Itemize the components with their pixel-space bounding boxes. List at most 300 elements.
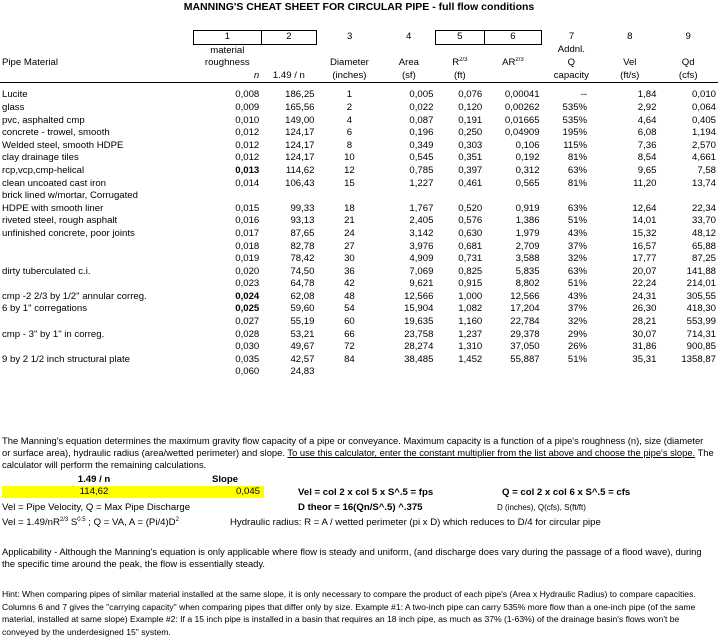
cell-velocity: 24,31 — [632, 290, 657, 302]
cell-area: 0,196 — [409, 127, 434, 139]
cell-roughness: 0,017 — [235, 227, 260, 239]
vel-q-definition: Vel = Pipe Velocity, Q = Max Pipe Discharge — [2, 502, 191, 513]
cell-roughness: 0,060 — [235, 366, 260, 378]
header-roughness: roughness — [204, 57, 250, 69]
cell-velocity: 7,36 — [637, 139, 657, 151]
cell-ar23: 17,204 — [510, 303, 540, 315]
table-row — [0, 291, 718, 304]
cell-roughness: 0,014 — [235, 177, 260, 189]
cell-r23: 1,160 — [458, 316, 483, 328]
cell-ar23: 8,802 — [515, 278, 540, 290]
col-number: 1 — [193, 31, 261, 45]
header-ar23: $AR^{2/3}$ — [502, 57, 524, 69]
cell-ar23: 3,588 — [515, 253, 540, 265]
cell-inverse-n: 55,19 — [290, 316, 315, 328]
cell-material: concrete - trowel, smooth — [2, 127, 110, 139]
d-theor-formula: D theor = 16(Qn/S^.5) ^.375 — [298, 502, 423, 513]
cell-q-capacity: 535% — [562, 114, 588, 126]
table-row — [0, 115, 718, 128]
header-row-3 — [0, 70, 718, 83]
cell-velocity: 2,92 — [637, 101, 657, 113]
cell-roughness: 0,028 — [235, 328, 260, 340]
cell-r23: 0,681 — [458, 240, 483, 252]
cell-inverse-n: 106,43 — [285, 177, 315, 189]
table-row — [0, 341, 718, 354]
cell-diameter: 4 — [346, 114, 353, 126]
hint-paragraph: Hint: When comparing pipes of similar material installed at the same slope, it is only necessary to compare the product of each pipe's (Area x Hydraulic Radius) to compare capacities. Columns 6 and 7 gives the "carrying capacity" when comparing pipes that differ only by size. Example #1: A two-inch pipe can carry 535% more flow than a one-inch pipe (of the same material, installed at same slope) Example #2: If a 15 inch pipe is installed in a basin that requires an 18 inch pipe, as much as 37% (1-63%) of the drainage basin's flows won't be conveyed by the underdesigned 15" system. — [2, 589, 696, 637]
header-material: material — [210, 44, 245, 56]
cell-discharge: 305,55 — [686, 290, 716, 302]
cell-discharge: 418,30 — [686, 303, 716, 315]
cell-velocity: 35,31 — [632, 353, 657, 365]
cell-velocity: 12,64 — [632, 202, 657, 214]
table-row — [0, 102, 718, 115]
cell-r23: 0,303 — [458, 139, 483, 151]
cell-material: Welded steel, smooth HDPE — [2, 139, 124, 151]
cell-q-capacity: 43% — [567, 227, 588, 239]
cell-r23: 0,120 — [458, 101, 483, 113]
cell-material: riveted steel, rough asphalt — [2, 215, 118, 227]
cell-velocity: 16,57 — [632, 240, 657, 252]
cell-q-capacity: 32% — [567, 316, 588, 328]
cell-r23: 0,731 — [458, 253, 483, 265]
cell-discharge: 0,405 — [691, 114, 716, 126]
cell-ar23: 5,835 — [515, 265, 540, 277]
calc-label-inv: 1.49 / n — [77, 474, 111, 485]
cell-material — [0, 253, 193, 266]
cell-roughness: 0,018 — [235, 240, 260, 252]
cell-r23: 0,397 — [458, 164, 483, 176]
cell-velocity: 6,08 — [637, 127, 657, 139]
cell-roughness: 0,035 — [235, 353, 260, 365]
cell-r23 — [435, 190, 484, 203]
cell-roughness: 0,030 — [235, 341, 260, 353]
cell-q-capacity: 63% — [567, 164, 588, 176]
cell-velocity: 8,54 — [637, 152, 657, 164]
cell-discharge: 22,34 — [691, 202, 716, 214]
header-capacity: capacity — [553, 69, 589, 81]
table-row — [0, 366, 718, 379]
table-row — [0, 203, 718, 216]
cell-roughness: 0,027 — [235, 316, 260, 328]
cell-velocity — [601, 190, 658, 203]
cell-q-capacity: 63% — [567, 202, 588, 214]
cell-r23: 0,520 — [458, 202, 483, 214]
cell-q-capacity: 43% — [567, 290, 588, 302]
cell-discharge: 1,194 — [691, 127, 716, 139]
cell-ar23: 0,192 — [515, 152, 540, 164]
header-vel: Vel — [623, 57, 637, 69]
cell-ar23 — [484, 366, 541, 379]
cell-material — [0, 278, 193, 291]
cell-discharge: 7,58 — [697, 164, 716, 176]
cell-roughness: 0,024 — [235, 290, 260, 302]
cell-material — [0, 341, 193, 354]
table-row — [0, 329, 718, 342]
col-number: 6 — [484, 31, 541, 45]
cell-inverse-n: 24,83 — [290, 366, 315, 378]
applicability-paragraph: Applicability - Although the Manning's equation is only applicable where flow is steady and uniform, (and discharge does vary during the passage of a flood wave), during the specific time around the peak, the flow is essentially steady. — [2, 546, 702, 570]
cell-area: 2,405 — [409, 215, 434, 227]
cell-diameter: 84 — [344, 353, 355, 365]
cell-inverse-n: 64,78 — [290, 278, 315, 290]
cell-inverse-n: 53,21 — [290, 328, 315, 340]
header-sf: (sf) — [401, 69, 416, 81]
cell-ar23: 0,01665 — [504, 114, 540, 126]
cell-discharge: 0,064 — [691, 101, 716, 113]
header-row-1 — [0, 44, 718, 57]
table-row — [0, 278, 718, 291]
q-formula: Q = col 2 x col 6 x S^.5 = cfs — [502, 487, 631, 498]
cell-material: 9 by 2 1/2 inch structural plate — [2, 353, 130, 365]
cell-roughness: 0,010 — [235, 114, 260, 126]
cell-inverse-n: 82,78 — [290, 240, 315, 252]
cell-area: 7,069 — [409, 265, 434, 277]
cell-diameter: 30 — [344, 253, 355, 265]
table-row — [0, 241, 718, 254]
cell-roughness: 0,023 — [235, 278, 260, 290]
cell-discharge: 65,88 — [691, 240, 716, 252]
cell-r23 — [435, 366, 484, 379]
cell-discharge: 141,88 — [686, 265, 716, 277]
cell-q-capacity: 51% — [567, 278, 588, 290]
header-ft: (ft) — [453, 69, 466, 81]
cell-ar23: 29,378 — [510, 328, 540, 340]
table-row — [0, 303, 718, 316]
cell-inverse-n: 186,25 — [285, 89, 315, 101]
cell-q-capacity: 535% — [562, 101, 588, 113]
cell-roughness: 0,025 — [235, 303, 260, 315]
table-row — [0, 215, 718, 228]
cell-area: 0,785 — [409, 164, 434, 176]
cell-r23: 0,461 — [458, 177, 483, 189]
cell-q-capacity: 195% — [562, 127, 588, 139]
cell-r23: 0,825 — [458, 265, 483, 277]
cell-q-capacity: 63% — [567, 265, 588, 277]
cell-discharge: 4,661 — [691, 152, 716, 164]
cell-area: 28,274 — [404, 341, 434, 353]
cell-r23: 1,082 — [458, 303, 483, 315]
cell-diameter: 18 — [344, 202, 355, 214]
header-diameter: Diameter — [329, 57, 369, 69]
cell-ar23: 55,887 — [510, 353, 540, 365]
cell-ar23: 0,00262 — [504, 101, 540, 113]
header-pipe-material: Pipe Material — [2, 57, 58, 69]
cell-discharge: 87,25 — [691, 253, 716, 265]
cell-roughness: 0,016 — [235, 215, 260, 227]
cell-inverse-n — [261, 190, 316, 203]
cell-material: glass — [2, 101, 25, 113]
cell-area: 3,976 — [409, 240, 434, 252]
col-number: 7 — [568, 31, 575, 42]
header-n: n — [253, 69, 260, 81]
cell-area: 1,227 — [409, 177, 434, 189]
cell-ar23: 0,106 — [515, 139, 540, 151]
header-fts: (ft/s) — [620, 69, 640, 81]
cell-area: 3,142 — [409, 227, 434, 239]
header-q: Q — [567, 57, 576, 69]
cell-material: HDPE with smooth liner — [2, 202, 104, 214]
cell-area — [382, 366, 435, 379]
cell-inverse-n: 114,62 — [285, 164, 315, 176]
cell-inverse-n: 124,17 — [285, 127, 315, 139]
cell-q-capacity — [542, 366, 601, 379]
cell-r23: 0,250 — [458, 127, 483, 139]
col-number: 9 — [685, 31, 691, 42]
cell-discharge: 214,01 — [686, 278, 716, 290]
cell-inverse-n: 124,17 — [285, 152, 315, 164]
cell-q-capacity: 29% — [567, 328, 588, 340]
cell-discharge — [658, 190, 718, 203]
cell-diameter — [316, 366, 382, 379]
cell-material: Lucite — [2, 89, 28, 101]
header-r23: $R^{2/3}$ — [452, 57, 468, 69]
cell-inverse-n: 62,08 — [290, 290, 315, 302]
vel-equation: Vel = $1.49/nR^{2/3}$ $S^{0.5}$ ; Q = VA, $A = (Pi/4)D^2$ — [2, 517, 179, 528]
cell-roughness: 0,019 — [235, 253, 260, 265]
table-row — [0, 253, 718, 266]
vel-formula: Vel = col 2 x col 5 x S^.5 = fps — [298, 487, 434, 498]
cell-velocity: 22,24 — [632, 278, 657, 290]
cell-q-capacity: 51% — [567, 215, 588, 227]
cell-area: 0,545 — [409, 152, 434, 164]
cell-roughness — [193, 190, 261, 203]
cell-roughness: 0,012 — [235, 127, 260, 139]
cell-velocity: 1,84 — [637, 89, 657, 101]
cell-area: 15,904 — [404, 303, 434, 315]
cell-material: pvc, asphalted cmp — [2, 114, 85, 126]
cell-roughness: 0,020 — [235, 265, 260, 277]
cell-diameter: 42 — [344, 278, 355, 290]
cell-diameter: 48 — [344, 290, 355, 302]
cell-roughness: 0,013 — [235, 164, 260, 176]
cell-material — [0, 366, 193, 379]
cell-area: 0,022 — [409, 101, 434, 113]
page-title: MANNING'S CHEAT SHEET FOR CIRCULAR PIPE - full flow conditions — [183, 1, 535, 13]
cell-velocity: 20,07 — [632, 265, 657, 277]
cell-discharge: 0,010 — [691, 89, 716, 101]
cell-material: rcp,vcp,cmp-helical — [2, 164, 85, 176]
cell-inverse-n: 165,56 — [285, 101, 315, 113]
cell-discharge: 714,31 — [686, 328, 716, 340]
table-row — [0, 190, 718, 203]
cell-ar23: 22,784 — [510, 316, 540, 328]
cell-discharge: 33,70 — [691, 215, 716, 227]
cell-r23: 0,915 — [458, 278, 483, 290]
cell-r23: 0,630 — [458, 227, 483, 239]
cell-q-capacity: 51% — [567, 353, 588, 365]
table-row — [0, 266, 718, 279]
cell-inverse-n: 149,00 — [285, 114, 315, 126]
cell-discharge — [658, 366, 718, 379]
cell-r23: 0,076 — [458, 89, 483, 101]
cell-velocity: 11,20 — [633, 177, 657, 189]
cell-q-capacity: 37% — [567, 240, 588, 252]
cell-diameter — [316, 190, 382, 203]
cell-velocity — [601, 366, 658, 379]
cell-q-capacity: 81% — [567, 152, 588, 164]
cell-velocity: 28,21 — [632, 316, 657, 328]
cell-ar23: 12,566 — [510, 290, 540, 302]
cell-r23: 1,310 — [458, 341, 483, 353]
cell-ar23: 0,312 — [515, 164, 540, 176]
cell-ar23: 37,050 — [510, 341, 540, 353]
table-row — [0, 316, 718, 329]
cell-inverse-n: 124,17 — [285, 139, 315, 151]
cell-q-capacity: 37% — [567, 303, 588, 315]
cell-diameter: 8 — [346, 139, 353, 151]
table-row — [0, 127, 718, 140]
header-qd: Qd — [681, 57, 695, 69]
d-units: D (inches), Q(cfs), S(ft/ft) — [497, 503, 586, 512]
cell-area: 0,005 — [409, 89, 434, 101]
cell-ar23: 2,709 — [515, 240, 540, 252]
cell-area: 0,349 — [409, 139, 434, 151]
calculator — [2, 474, 264, 498]
cell-material: brick lined w/mortar, Corrugated — [2, 190, 138, 202]
cell-material: unfinished concrete, poor joints — [2, 227, 135, 239]
header-addnl: Addnl. — [557, 44, 585, 56]
cell-diameter: 54 — [344, 303, 355, 315]
cell-velocity: 15,32 — [632, 227, 657, 239]
cell-diameter: 72 — [344, 341, 355, 353]
cell-discharge: 900,85 — [686, 341, 716, 353]
cell-diameter: 1 — [346, 89, 353, 101]
col-number: 4 — [405, 31, 412, 42]
cell-r23: 0,576 — [458, 215, 483, 227]
pipe-table — [0, 30, 718, 379]
table-row — [0, 354, 718, 367]
calc-label-slope: Slope — [211, 474, 239, 485]
cell-material: cmp -2 2/3 by 1/2" annular correg. — [2, 290, 147, 302]
cell-area: 23,758 — [404, 328, 434, 340]
cell-r23: 0,191 — [458, 114, 483, 126]
cell-diameter: 60 — [344, 316, 355, 328]
cell-ar23: 1,979 — [515, 227, 540, 239]
cell-area: 12,566 — [404, 290, 434, 302]
table-row — [0, 152, 718, 165]
cell-q-capacity: 115% — [563, 139, 588, 151]
cell-area: 19,635 — [404, 316, 434, 328]
cell-ar23: 0,919 — [515, 202, 540, 214]
cell-q-capacity — [542, 190, 601, 203]
cell-discharge: 1358,87 — [681, 353, 716, 365]
cell-inverse-n: 42,57 — [290, 353, 315, 365]
cell-diameter: 2 — [346, 101, 353, 113]
cell-diameter: 24 — [344, 227, 355, 239]
cell-r23: 0,351 — [458, 152, 483, 164]
cell-q-capacity: 81% — [567, 177, 588, 189]
table-row — [0, 140, 718, 153]
cell-ar23: 0,565 — [515, 177, 540, 189]
cell-diameter: 27 — [344, 240, 355, 252]
cell-ar23 — [484, 190, 541, 203]
cell-diameter: 6 — [346, 127, 353, 139]
cell-diameter: 21 — [344, 215, 355, 227]
table-row — [0, 178, 718, 191]
col-number: 8 — [627, 31, 633, 42]
header-cfs: (cfs) — [678, 69, 698, 81]
col-number: 2 — [261, 31, 316, 45]
header-row-2 — [0, 57, 718, 70]
cell-velocity: 4,64 — [637, 114, 657, 126]
cell-q-capacity: 26% — [567, 341, 588, 353]
cell-velocity: 14,01 — [632, 215, 657, 227]
column-number-row — [0, 31, 718, 45]
cell-discharge: 13,74 — [691, 177, 716, 189]
cell-inverse-n: 87,65 — [290, 227, 315, 239]
table-row — [0, 228, 718, 241]
cell-material: clay drainage tiles — [2, 152, 79, 164]
cell-r23: 1,000 — [458, 290, 483, 302]
cell-ar23: 0,04909 — [504, 127, 540, 139]
cell-material — [0, 316, 193, 329]
description-paragraph: The Manning's equation determines the maximum gravity flow capacity of a pipe or conveyance. Maximum capacity is a function of a pipe's roughness (n), size (diameter or surface area), hydraulic radius (area/wetted perimeter) and slope. To use this calculator, enter the constant multiplier from the list above and choose the pipe's slope. The calculator will perform the remaining calculations. — [2, 435, 714, 471]
cell-discharge: 2,570 — [691, 139, 716, 151]
hydraulic-radius-note: Hydraulic radius: R = A / wetted perimeter (pi x D) which reduces to D/4 for circular pipe — [230, 517, 601, 528]
cell-diameter: 15 — [344, 177, 355, 189]
table-row — [0, 89, 718, 102]
cell-inverse-n: 78,42 — [290, 253, 315, 265]
cell-area: 1,767 — [409, 202, 434, 214]
cell-velocity: 26,30 — [632, 303, 657, 315]
cell-material: dirty tuberculated c.i. — [2, 265, 91, 277]
calc-inv-input[interactable]: 114,62 — [2, 486, 186, 498]
header-inches: (inches) — [332, 69, 367, 81]
cell-velocity: 17,77 — [632, 253, 657, 265]
cell-material — [0, 241, 193, 254]
cell-ar23: 1,386 — [515, 215, 540, 227]
cell-area: 38,485 — [404, 353, 434, 365]
calc-slope-input[interactable]: 0,045 — [186, 486, 264, 498]
cell-velocity: 31,86 — [632, 341, 657, 353]
cell-roughness: 0,009 — [235, 101, 260, 113]
cell-discharge: 553,99 — [686, 316, 716, 328]
cell-q-capacity: -- — [580, 89, 588, 101]
cell-diameter: 66 — [344, 328, 355, 340]
cell-roughness: 0,012 — [235, 152, 260, 164]
cell-roughness: 0,008 — [235, 89, 260, 101]
cell-discharge: 48,12 — [691, 227, 716, 239]
header-inverse-n: 1.49 / n — [272, 69, 305, 81]
cell-material: clean uncoated cast iron — [2, 177, 106, 189]
cell-area: 0,087 — [409, 114, 434, 126]
col-number: 3 — [346, 31, 353, 42]
cell-material: cmp - 3" by 1" in correg. — [2, 328, 105, 340]
cell-diameter: 36 — [344, 265, 355, 277]
cell-velocity: 30,07 — [632, 328, 657, 340]
cell-roughness: 0,012 — [235, 139, 260, 151]
cell-area — [382, 190, 435, 203]
cell-inverse-n: 93,13 — [290, 215, 315, 227]
cell-diameter: 12 — [344, 164, 355, 176]
cell-inverse-n: 49,67 — [290, 341, 315, 353]
cell-inverse-n: 99,33 — [290, 202, 315, 214]
cell-r23: 1,452 — [458, 353, 483, 365]
cell-area: 4,909 — [409, 253, 434, 265]
cell-velocity: 9,65 — [637, 164, 657, 176]
cell-r23: 1,237 — [458, 328, 483, 340]
col-number: 5 — [435, 31, 484, 45]
cell-inverse-n: 59,60 — [290, 303, 315, 315]
cell-area: 9,621 — [409, 278, 434, 290]
header-area: Area — [398, 57, 419, 69]
cell-inverse-n: 74,50 — [290, 265, 315, 277]
cell-material: 6 by 1" corregations — [2, 303, 87, 315]
cell-ar23: 0,00041 — [504, 89, 540, 101]
cell-q-capacity: 32% — [567, 253, 588, 265]
cell-diameter: 10 — [344, 152, 355, 164]
